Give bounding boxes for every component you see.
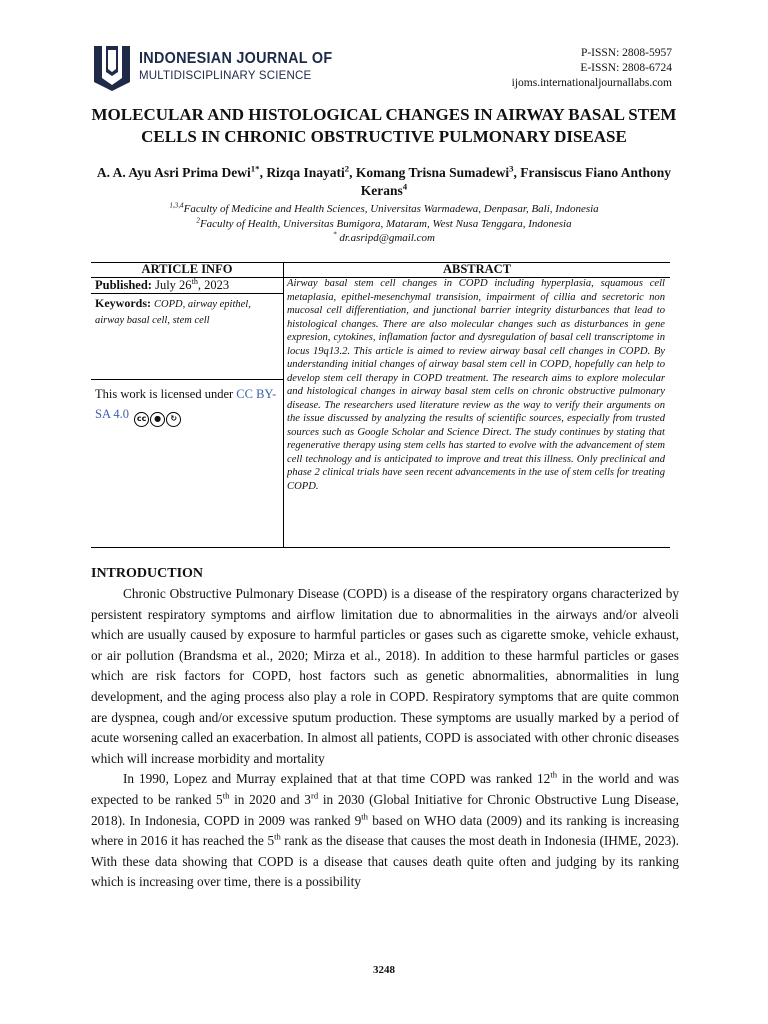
published-date	[95, 278, 279, 292]
journal-website[interactable]: ijoms.internationaljournallabs.com	[511, 77, 672, 89]
affiliation-2	[90, 217, 678, 232]
published-sup: th	[191, 276, 198, 286]
introduction-heading: INTRODUCTION	[91, 566, 204, 581]
journal-header	[92, 44, 672, 94]
abstract-heading: ABSTRACT	[442, 262, 512, 276]
intro-paragraph-2	[91, 769, 679, 893]
author-4-sup: 4	[402, 181, 408, 192]
p2-sup-1: th	[550, 769, 558, 780]
p-issn: P-ISSN: 2808-5957	[580, 47, 672, 59]
share-alike-icon: ↻	[166, 412, 181, 427]
attribution-icon: ●	[150, 412, 165, 427]
journal-name-line1: INDONESIAN JOURNAL OF	[139, 50, 333, 67]
author-list: A. A. Ayu Asri Prima Dewi$^{1*}$, Rizqa Inayati$^2$, Komang Trisna Sumadewi$^3$, Fransiscus Fiano Anthony Kerans$^4$	[96, 163, 672, 198]
p2-sup-3: rd	[310, 790, 319, 801]
journal-name	[139, 51, 354, 83]
journal-logo-icon	[92, 44, 132, 92]
affiliation-2-text: Faculty of Health, Universitas Bumigora, Mataram, West Nusa Tenggara, Indonesia	[199, 217, 572, 230]
page-number: 3248	[373, 964, 395, 976]
license-text: This work is licensed under	[95, 387, 234, 401]
published-rule	[91, 293, 283, 294]
abstract-text: Airway basal stem cell changes in COPD including hyperplasia, squamous cell metaplasia, epithel-mesenchymal transision, impairment of cillia and secretoric non mucosal cell differentiation, and junctional barrier integrity disturbances that lead to histological changes. There are also molecular changes such as disturbances in gene expresion, cytokines, inflamation factor and dysregulation of basal cell transcriptome in locus 19q13.2. This article is aimed to review airway basal cell changes in COPD. By understanding initial changes of airway basal stem cell in COPD, hopefully can help to develop stem cell therapy in COPD treatment. The research aims to explore molecular and histological changes in airway basal stem cells on chronic obstructive pulmonary disease. The researchers used literature review as the way to verify their arguments on the issue discussed by analyzing the results of scientific sources, especially from trusted sources such as Google Scholar and Science Direct. The study continues by stating that regenerative therapy using stem cells has started to evolve with the advancement of stem cell technology and is anticipated to improve and treat this illness. Only preclinical and phase 2 clinical trials have seen recent advancements in the use of stem cells for treating COPD.	[287, 278, 665, 492]
p2-part-d: in 2030 (Global Initiative for Chronic Obstructive Lung Disease, 2018). In Indonesia, COPD in 2009 was ranked 9	[91, 791, 679, 828]
issn-block	[512, 46, 672, 91]
license-block	[95, 384, 279, 427]
email-text[interactable]: dr.asripd@gmail.com	[339, 232, 435, 244]
p2-part-c: in 2020 and 3	[229, 791, 311, 807]
p2-part-a: In 1990, Lopez and Murray explained that at that time COPD was ranked 12	[123, 771, 551, 787]
p2-sup-2: th	[222, 790, 230, 801]
p2-sup-5: th	[274, 831, 281, 842]
published-label: Published:	[95, 278, 152, 292]
corresponding-email	[90, 231, 678, 246]
keywords-text: COPD, airway epithel, airway basal cell, stem cell	[95, 299, 251, 326]
author-2-sup: 2	[344, 163, 350, 174]
license-link[interactable]: CC BY-SA 4.0	[95, 387, 277, 421]
article-info-heading: ARTICLE INFO	[141, 262, 233, 276]
cc-icon: cc	[134, 412, 149, 427]
paper-title: MOLECULAR AND HISTOLOGICAL CHANGES IN AIRWAY BASAL STEM CELLS IN CHRONIC OBSTRUCTIVE PULMONARY DISEASE	[91, 105, 677, 146]
published-year: , 2023	[197, 278, 230, 292]
affiliation-2-sup: 2	[196, 215, 200, 224]
p2-part-b: in the world and was expected to be ranked 5	[91, 771, 679, 807]
p2-part-e: based on WHO data (2009) and its ranking is increasing where in 2016 it has reached the 5	[91, 812, 679, 849]
author-3: Komang Trisna Sumadewi	[355, 165, 510, 180]
table-bottom-rule	[91, 547, 670, 548]
author-4: Fransiscus Fiano Anthony Kerans	[360, 165, 672, 198]
affiliation-1-text: Faculty of Medicine and Health Sciences, Universitas Warmadewa, Denpasar, Bali, Indonesia	[183, 203, 599, 215]
affiliation-1-sup: 1,3,4	[169, 201, 184, 210]
author-1: A. A. Ayu Asri Prima Dewi	[96, 165, 251, 180]
e-issn: E-ISSN: 2808-6724	[580, 62, 672, 74]
keywords-rule	[91, 379, 283, 380]
journal-name-line2: MULTIDISCIPLINARY SCIENCE	[139, 70, 312, 82]
introduction-body	[91, 584, 679, 893]
author-3-sup: 3	[509, 163, 514, 174]
author-2: Rizqa Inayati	[266, 165, 345, 180]
article-info-table	[91, 262, 670, 548]
keywords-block	[95, 296, 279, 328]
published-day: July 26	[155, 278, 192, 292]
intro-paragraph-1: Chronic Obstructive Pulmonary Disease (COPD) is a disease of the respiratory organs characterized by persistent respiratory symptoms and airflow limitation due to abnormalities in the airways and/or alveoli which are usually caused by exposure to harmful particles or gases such as cigarette smoke, vehicle exhaust, or air pollution (Brandsma et al., 2020; Mirza et al., 2018). In addition to these harmful particles or gases which are risk factors for COPD, host factors such as genetic abnormalities, abnormalities in lung development, and the aging process also play a role in COPD. Respiratory symptoms that are quite common are dyspnea, cough and/or excessive sputum production. These symptoms are usually marked by a period of acute worsening called an exacerbation. In almost all patients, COPD is associated with other chronic diseases which will increase morbidity and mortality	[91, 586, 679, 766]
affiliation-1	[90, 202, 678, 217]
email-sup: *	[332, 230, 337, 239]
p2-part-f: rank as the disease that causes the most death in Indonesia (IHME, 2023). With these data showing that COPD is a disease that causes death quite often and judging by its ranking which is increasing over time, there is a possibility	[91, 833, 679, 890]
cc-by-sa-badge-icon[interactable]	[134, 412, 181, 427]
author-1-sup: 1*	[250, 163, 260, 174]
table-column-divider	[283, 262, 284, 548]
keywords-label: Keywords:	[95, 296, 151, 310]
affiliations	[90, 202, 678, 246]
p2-sup-4: th	[361, 811, 368, 822]
